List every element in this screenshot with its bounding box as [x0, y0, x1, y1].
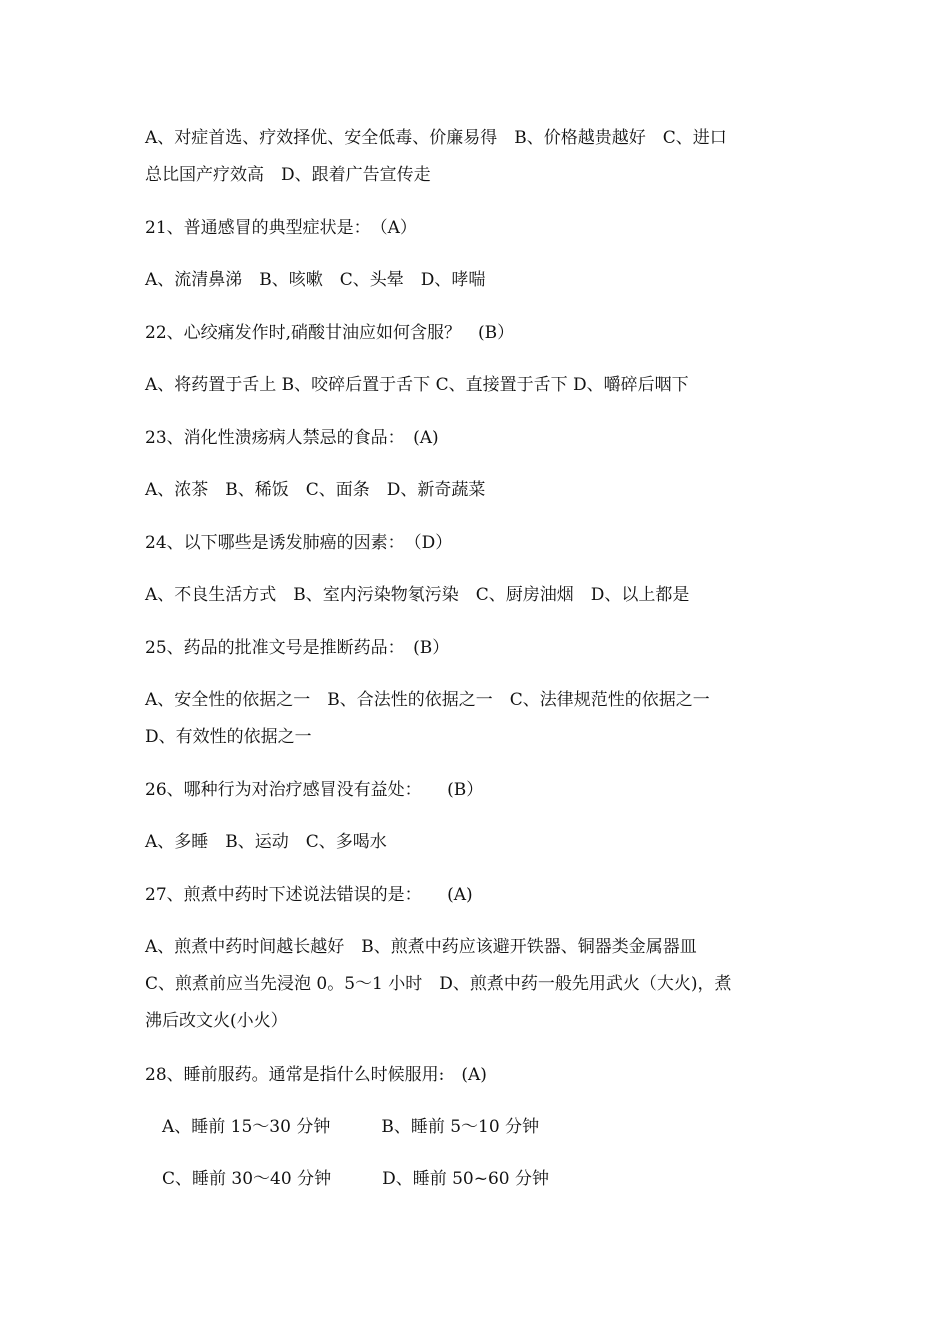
- question-22: 22、心绞痛发作时,硝酸甘油应如何含服？ (B）: [145, 323, 515, 343]
- question-27: 27、煎煮中药时下述说法错误的是： (A): [145, 885, 473, 905]
- q24-options: A、不良生活方式 B、室内污染物氡污染 C、厨房油烟 D、以上都是: [145, 585, 690, 605]
- q20-options-line-2: 总比国产疗效高 D、跟着广告宣传走: [145, 165, 431, 185]
- question-21: 21、普通感冒的典型症状是： （A）: [145, 218, 417, 238]
- q27-options-line-1: A、煎煮中药时间越长越好 B、煎煮中药应该避开铁器、铜器类金属器皿: [145, 937, 697, 957]
- q28-options-row-1: A、睡前 15～30 分钟 B、睡前 5～10 分钟: [162, 1117, 540, 1137]
- q26-options: A、多睡 B、运动 C、多喝水: [145, 832, 387, 852]
- question-23: 23、消化性溃疡病人禁忌的食品： (A): [145, 428, 439, 448]
- question-24: 24、以下哪些是诱发肺癌的因素： （D）: [145, 533, 453, 553]
- question-26: 26、哪种行为对治疗感冒没有益处： (B）: [145, 780, 484, 800]
- q27-options-line-3: 沸后改文火(小火）: [145, 1011, 288, 1031]
- q21-options: A、流清鼻涕 B、咳嗽 C、头晕 D、哮喘: [145, 270, 486, 290]
- question-28: 28、睡前服药。通常是指什么时候服用: (A): [145, 1065, 487, 1085]
- q28-options-row-2: C、睡前 30～40 分钟 D、睡前 50~60 分钟: [162, 1169, 550, 1189]
- q25-options-line-1: A、安全性的依据之一 B、合法性的依据之一 C、法律规范性的依据之一: [145, 690, 710, 710]
- q25-options-line-2: D、有效性的依据之一: [145, 727, 312, 747]
- q22-options: A、将药置于舌上 B、咬碎后置于舌下 C、直接置于舌下 D、嚼碎后咽下: [145, 375, 689, 395]
- question-25: 25、药品的批准文号是推断药品： (B）: [145, 638, 450, 658]
- q23-options: A、浓茶 B、稀饭 C、面条 D、新奇蔬菜: [145, 480, 486, 500]
- q20-options-line-1: A、对症首选、疗效择优、安全低毒、价廉易得 B、价格越贵越好 C、进口: [145, 128, 727, 148]
- q27-options-line-2: C、煎煮前应当先浸泡 0。5～1 小时 D、煎煮中药一般先用武火（大火)，煮: [145, 974, 732, 994]
